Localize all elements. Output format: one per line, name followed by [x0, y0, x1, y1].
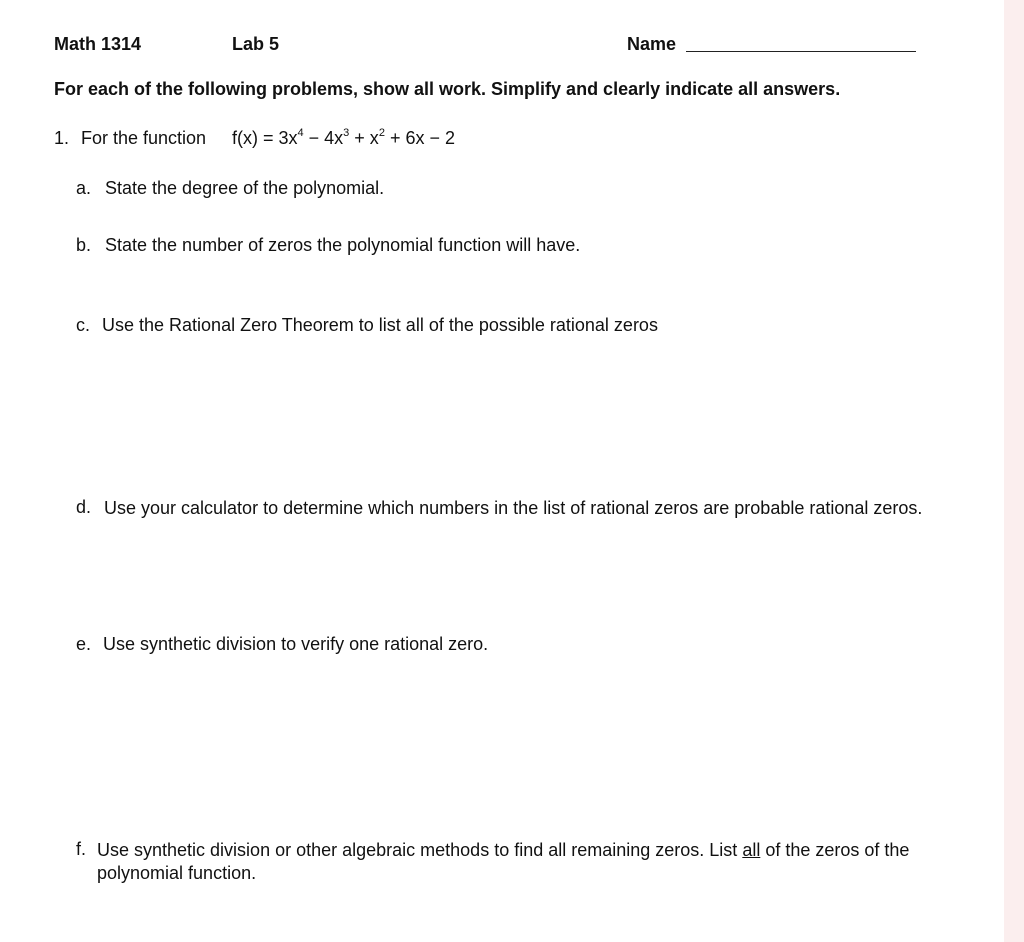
name-blank-line	[686, 51, 916, 52]
page-edge-strip	[1004, 0, 1024, 942]
part-c-text: Use the Rational Zero Theorem to list all of the possible rational zeros	[102, 315, 658, 335]
part-f-letter: f.	[76, 839, 87, 859]
polynomial-formula: $f(x) = 3x^4 - 4x^3 + x^2 + 6x - 2$	[232, 127, 455, 148]
lab-title: Lab 5	[232, 34, 280, 54]
part-d-text: Use your calculator to determine which numbers in the list of rational zeros are probable rational zeros.	[104, 498, 923, 518]
problem-intro: For the function	[81, 128, 207, 148]
part-d-letter: d.	[76, 497, 92, 517]
name-label: Name	[627, 34, 677, 54]
part-a-text: State the degree of the polynomial.	[105, 178, 385, 198]
part-c-letter: c.	[76, 315, 91, 335]
emphasis-all: all	[742, 840, 761, 860]
part-f-text: Use synthetic division or other algebraic methods to find all remaining zeros. List all of the zeros of the polynomial function.	[97, 840, 910, 883]
part-b-text: State the number of zeros the polynomial function will have.	[105, 235, 581, 255]
problem-number: 1.	[54, 128, 70, 148]
course-title: Math 1314	[54, 34, 142, 54]
part-e-letter: e.	[76, 634, 92, 654]
part-a-letter: a.	[76, 178, 92, 198]
part-b-letter: b.	[76, 235, 92, 255]
instructions: For each of the following problems, show all work. Simplify and clearly indicate all answers.	[54, 79, 841, 99]
part-e-text: Use synthetic division to verify one rational zero.	[103, 634, 489, 654]
